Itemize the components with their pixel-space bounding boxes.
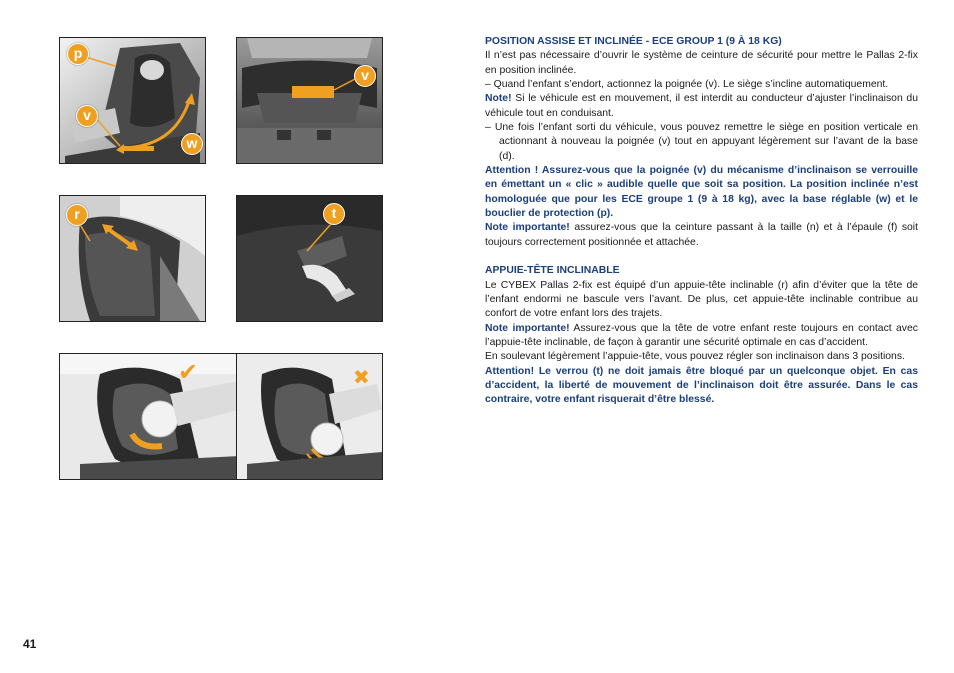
figure-recline-handle bbox=[236, 37, 383, 164]
note-paragraph bbox=[485, 92, 918, 121]
page-number: 41 bbox=[23, 637, 37, 651]
paragraph: Le CYBEX Pallas 2-fix est équipé d’un appuie-tête inclinable (r) afin d’éviter que la tête de l’enfant endormi ne bascule vers l’avant. De plus, cet appuie-tête inclinable contribue au confort de votre enfant lors des trajets. bbox=[485, 279, 918, 320]
note-label: Note! bbox=[485, 93, 512, 105]
important-text: Assurez-vous que la tête de votre enfant reste toujours en contact avec l’appuie-tête inclinable, de façon à garantir une sécurité optimale en cas d’accident. bbox=[485, 322, 918, 348]
label-v: v bbox=[354, 65, 376, 87]
important-text: assurez-vous que la ceinture passant à la taille (n) et à l’épaule (f) soit toujours correctement positionnée et attachée. bbox=[485, 222, 918, 248]
figure-headrest bbox=[59, 195, 206, 322]
label-p: p bbox=[67, 43, 89, 65]
figure-head-incorrect bbox=[236, 353, 383, 480]
section-heading-recline: POSITION ASSISE ET INCLINÉE - ECE GROUP 1 (9 À 18 KG) bbox=[485, 36, 782, 47]
paragraph: En soulevant légèrement l’appuie-tête, vous pouvez régler son inclinaison dans 3 positions. bbox=[485, 351, 905, 363]
important-label: Note importante! bbox=[485, 222, 570, 234]
recline-handle-illustration bbox=[237, 38, 382, 163]
figure-recline-seat bbox=[59, 37, 206, 164]
figure-headrest-lock bbox=[236, 195, 383, 322]
attention-paragraph: Attention ! Assurez-vous que la poignée (v) du mécanisme d’inclinaison se verrouille en émettant un « clic » audible quelle que soit sa position. La position inclinée n’est homologuée que pour les ECE groupe 1 (9 à 18 kg), avec la base réglable (w) et le bouclier de protection (p). bbox=[485, 165, 918, 220]
headrest-lock-illustration bbox=[237, 196, 382, 321]
label-w: w bbox=[181, 133, 203, 155]
important-paragraph bbox=[485, 322, 918, 351]
label-t: t bbox=[323, 203, 345, 225]
paragraph: Il n’est pas nécessaire d’ouvrir le système de ceinture de sécurité pour mettre le Pallas 2-fix en position inclinée. bbox=[485, 50, 918, 76]
important-paragraph bbox=[485, 221, 918, 250]
paragraph-dash: – Quand l’enfant s’endort, actionnez la poignée (v). Le siège s’incline automatiquement. bbox=[485, 79, 889, 91]
check-icon: ✔ bbox=[178, 359, 199, 386]
paragraph-dash: – Une fois l’enfant sorti du véhicule, vous pouvez remettre le siège en position verticale en actionnant à nouveau la poignée (v) tout en appuyant légèrement sur l’avant de la base (d). bbox=[485, 122, 918, 162]
label-v: v bbox=[76, 105, 98, 127]
important-label: Note importante! bbox=[485, 322, 570, 334]
attention-paragraph: Attention! Le verrou (t) ne doit jamais être bloqué par un quelconque objet. En cas d’accident, la liberté de mouvement de l’inclinaison doit être assurée. Dans le cas contraire, votre enfant risquerait d’être blessé. bbox=[485, 365, 918, 406]
section-heading-headrest: APPUIE-TÊTE INCLINABLE bbox=[485, 265, 620, 277]
cross-icon: ✖ bbox=[353, 367, 370, 389]
label-r: r bbox=[66, 204, 88, 226]
note-text: Si le véhicule est en mouvement, il est interdit au conducteur d’ajuster l’inclinaison du véhicule tout en conduisant. bbox=[485, 93, 918, 119]
instructions-text bbox=[485, 35, 918, 408]
